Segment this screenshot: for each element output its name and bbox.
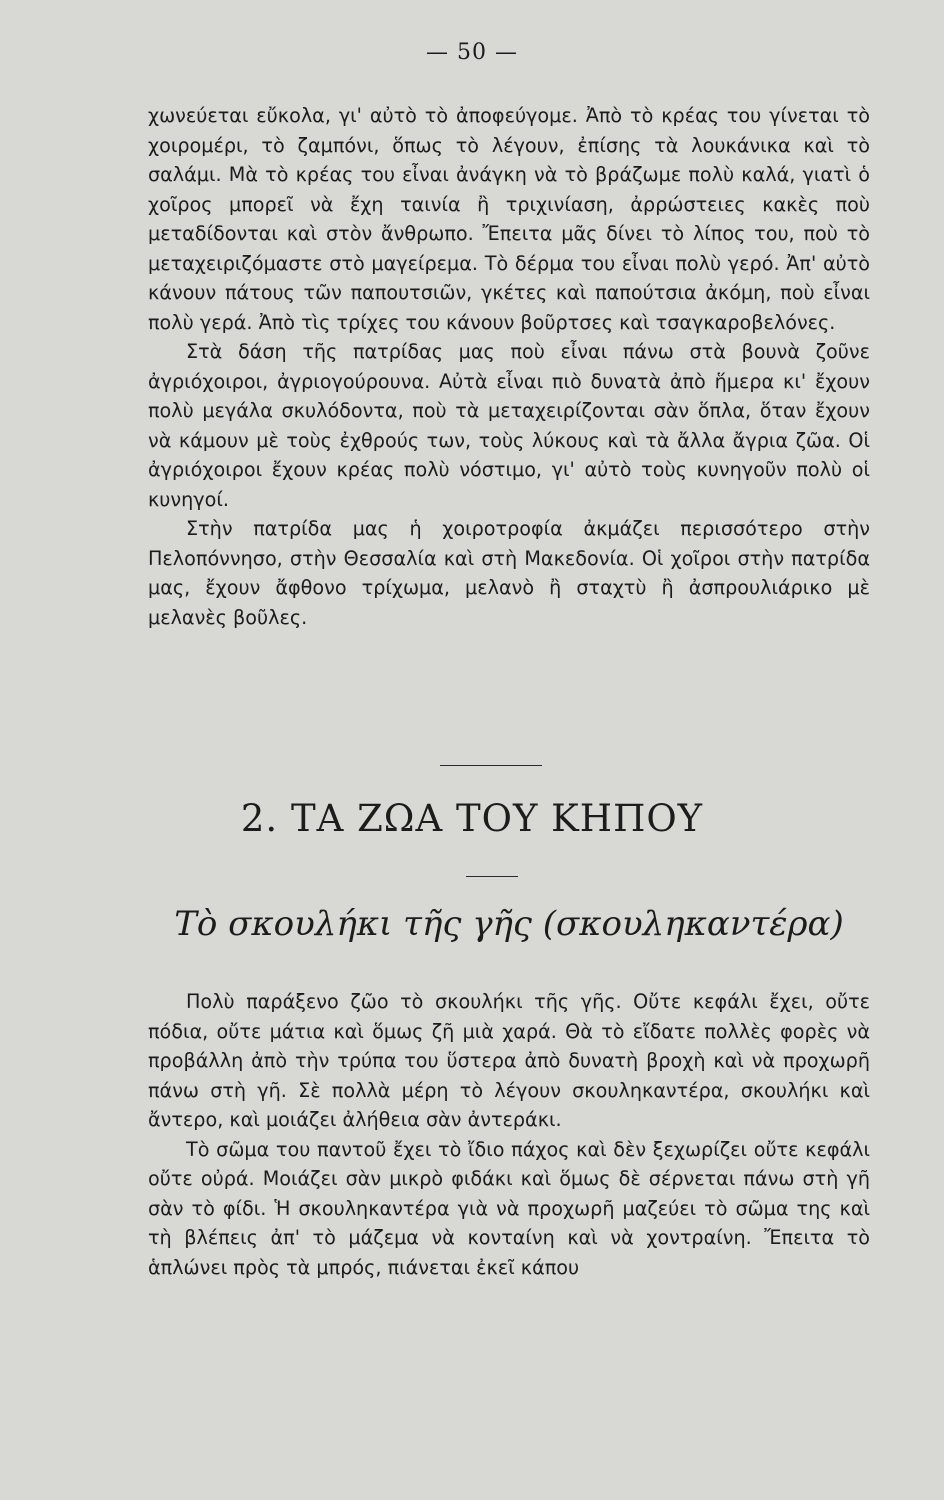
paragraph: Στὴν πατρίδα μας ἡ χοιροτροφία ἀκμάζει περισσότερο στὴν Πελοπόννησο, στὴν Θεσσαλία καὶ στὴ Μακεδονία. Οἱ χοῖροι στὴν πατρίδα μας, ἔχουν ἄφθονο τρίχωμα, μελανὸ ἢ σταχτὺ ἢ ἀσπρουλιάρικο μὲ μελανὲς βοῦλες.	[148, 517, 870, 629]
section-heading: 2. ΤΑ ΖΩΑ ΤΟΥ ΚΗΠΟΥ	[240, 797, 704, 840]
paragraph: Στὰ δάση τῆς πατρίδας μας ποὺ εἶναι πάνω στὰ βουνὰ ζοῦνε ἀγριόχοιροι, ἀγριογούρουνα. Αὐτὰ εἶναι πιὸ δυνατὰ ἀπὸ ἥμερα κι' ἔχουν πολὺ μεγάλα σκυλόδοντα, ποὺ τὰ μεταχειρίζονται σὰν ὅπλα, ὅταν ἔχουν νὰ κάμουν μὲ τοὺς ἐχθρούς των, τοὺς λύκους καὶ τὰ ἄλλα ἄγρια ζῶα. Οἱ ἀγριόχοιροι ἔχουν κρέας πολὺ νόστιμο, γι' αὐτὸ τοὺς κυνηγοῦν πολὺ οἱ κυνηγοί.	[148, 340, 870, 511]
paragraph: Τὸ σῶμα του παντοῦ ἔχει τὸ ἴδιο πάχος καὶ δὲν ξεχωρίζει οὔτε κεφάλι οὔτε οὐρά. Μοιάζει σὰν μικρὸ φιδάκι καὶ ὅμως δὲ σέρνεται πάνω στὴ γῆ σὰν τὸ φίδι. Ἡ σκουληκαντέρα γιὰ νὰ προχωρῆ μαζεύει τὸ σῶμα της καὶ τὴ βλέπεις ἀπ' τὸ μάζεμα νὰ κονταίνη καὶ νὰ χοντραίνη. Ἔπειτα τὸ ἁπλώνει πρὸς τὰ μπρός, πιάνεται ἐκεῖ κάπου	[148, 1137, 870, 1279]
body-text-top	[148, 101, 870, 632]
page-number: — 50 —	[426, 40, 518, 65]
paragraph: χωνεύεται εὔκολα, γι' αὐτὸ τὸ ἀποφεύγομε. Ἀπὸ τὸ κρέας του γίνεται τὸ χοιρομέρι, τὸ ζαμπόνι, ὅπως τὸ λέγουν, ἐπίσης τὰ λουκάνικα καὶ τὸ σαλάμι. Μὰ τὸ κρέας του εἶναι ἀνάγκη νὰ τὸ βράζωμε πολὺ καλά, γιατὶ ὁ χοῖρος μπορεῖ νὰ ἔχη ταινία ἢ τριχινίαση, ἀρρώστειες κακὲς ποὺ μεταδίδονται καὶ στὸν ἄνθρωπο. Ἔπειτα μᾶς δίνει τὸ λίπος του, ποὺ τὸ μεταχειριζόμαστε στὸ μαγείρεμα. Τὸ δέρμα του εἶναι πολὺ γερό. Ἀπ' αὐτὸ κάνουν πάτους τῶν παπουτσιῶν, γκέτες καὶ παπούτσια ἀκόμη, ποὺ εἶναι πολὺ γερά. Ἀπὸ τὶς τρίχες του κάνουν βοῦρτσες καὶ τσαγκαροβελόνες.	[148, 104, 870, 334]
sub-heading: Τὸ σκουλήκι τῆς γῆς (σκουληκαντέρα)	[174, 904, 844, 944]
divider-rule	[440, 765, 542, 766]
body-text-bottom	[148, 987, 870, 1282]
paragraph: Πολὺ παράξενο ζῶο τὸ σκουλήκι τῆς γῆς. Οὔτε κεφάλι ἔχει, οὔτε πόδια, οὔτε μάτια καὶ ὅμως ζῆ μιὰ χαρά. Θὰ τὸ εἴδατε πολλὲς φορὲς νὰ προβάλλη ἀπὸ τὴν τρύπα του ὕστερα ἀπὸ δυνατὴ βροχὴ καὶ νὰ προχωρῆ πάνω στὴ γῆ. Σὲ πολλὰ μέρη τὸ λέγουν σκουληκαντέρα, σκουλήκι καὶ ἄντερο, καὶ μοιάζει ἀλήθεια σὰν ἀντεράκι.	[148, 990, 870, 1131]
divider-rule-short	[466, 876, 518, 877]
